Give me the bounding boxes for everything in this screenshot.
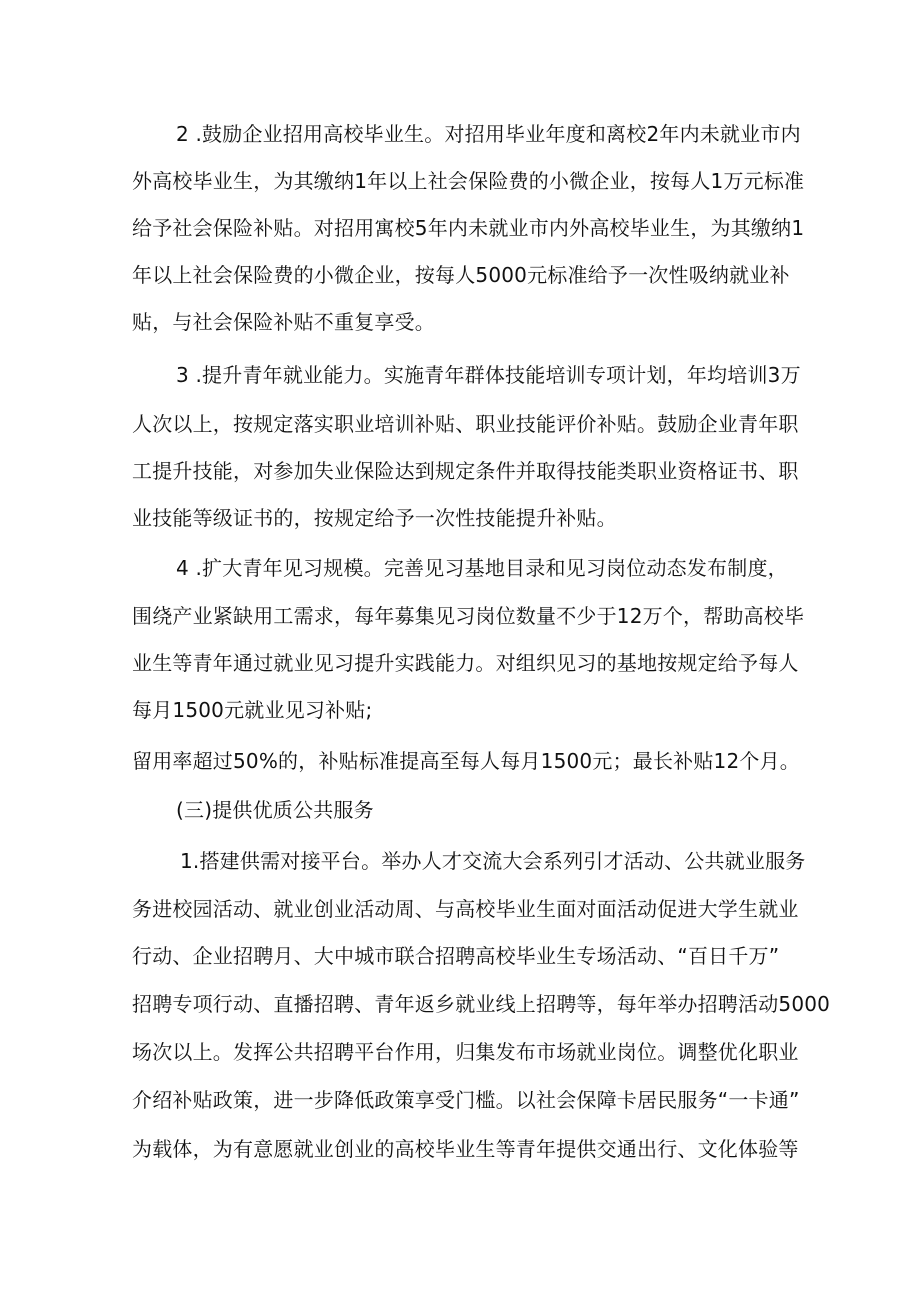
paragraph-2-line-5: 贴，与社会保险补贴不重复享受。 bbox=[132, 310, 435, 334]
paragraph-2-line-4: 年以上社会保险费的小微企业，按每人5000元标准给予一次性吸纳就业补 bbox=[132, 263, 790, 287]
paragraph-4-line-3: 业生等青年通过就业见习提升实践能力。对组织见习的基地按规定给予每人 bbox=[132, 651, 799, 675]
paragraph-5-line-3: 行动、企业招聘月、大中城市联合招聘高校毕业生专场活动、“百日千万” bbox=[132, 944, 780, 968]
paragraph-5-line-4: 招聘专项行动、直播招聘、青年返乡就业线上招聘等，每年举办招聘活动5000 bbox=[132, 992, 831, 1016]
paragraph-2-line-1: 2 .鼓励企业招用高校毕业生。对招用毕业年度和离校2年内未就业市内 bbox=[176, 122, 801, 146]
paragraph-3-line-4: 业技能等级证书的，按规定给予一次性技能提升补贴。 bbox=[132, 506, 617, 530]
paragraph-2-line-3: 给予社会保险补贴。对招用寓校5年内未就业市内外高校毕业生，为其缴纳1 bbox=[132, 216, 805, 240]
paragraph-3-line-2: 人次以上，按规定落实职业培训补贴、职业技能评价补贴。鼓励企业青年职 bbox=[132, 412, 799, 436]
paragraph-4-line-1: 4 .扩大青年见习规模。完善见习基地目录和见习岗位动态发布制度， bbox=[176, 556, 788, 580]
paragraph-5-line-1: 1.搭建供需对接平台。举办人才交流大会系列引才活动、公共就业服务 bbox=[180, 849, 806, 873]
paragraph-5-line-2: 务进校园活动、就业创业活动周、与高校毕业生面对面活动促进大学生就业 bbox=[132, 897, 799, 921]
paragraph-3-line-1: 3 .提升青年就业能力。实施青年群体技能培训专项计划，年均培训3万 bbox=[176, 363, 801, 387]
paragraph-4-line-5: 留用率超过50%的，补贴标准提高至每人每月1500元；最长补贴12个月。 bbox=[132, 749, 801, 773]
paragraph-4-line-2: 围绕产业紧缺用工需求，每年募集见习岗位数量不少于12万个，帮助高校毕 bbox=[132, 604, 805, 628]
paragraph-4-line-4: 每月1500元就业见习补贴; bbox=[132, 698, 373, 722]
section-heading: (三)提供优质公共服务 bbox=[176, 798, 374, 822]
paragraph-5-line-6: 介绍补贴政策，进一步降低政策享受门槛。以社会保障卡居民服务“一卡通” bbox=[132, 1088, 800, 1112]
paragraph-5-line-7: 为载体，为有意愿就业创业的高校毕业生等青年提供交通出行、文化体验等 bbox=[132, 1137, 799, 1161]
paragraph-5-line-5: 场次以上。发挥公共招聘平台作用，归集发布市场就业岗位。调整优化职业 bbox=[132, 1040, 799, 1064]
paragraph-3-line-3: 工提升技能，对参加失业保险达到规定条件并取得技能类职业资格证书、职 bbox=[132, 459, 799, 483]
paragraph-2-line-2: 外高校毕业生，为其缴纳1年以上社会保险费的小微企业，按每人1万元标准 bbox=[132, 169, 805, 193]
